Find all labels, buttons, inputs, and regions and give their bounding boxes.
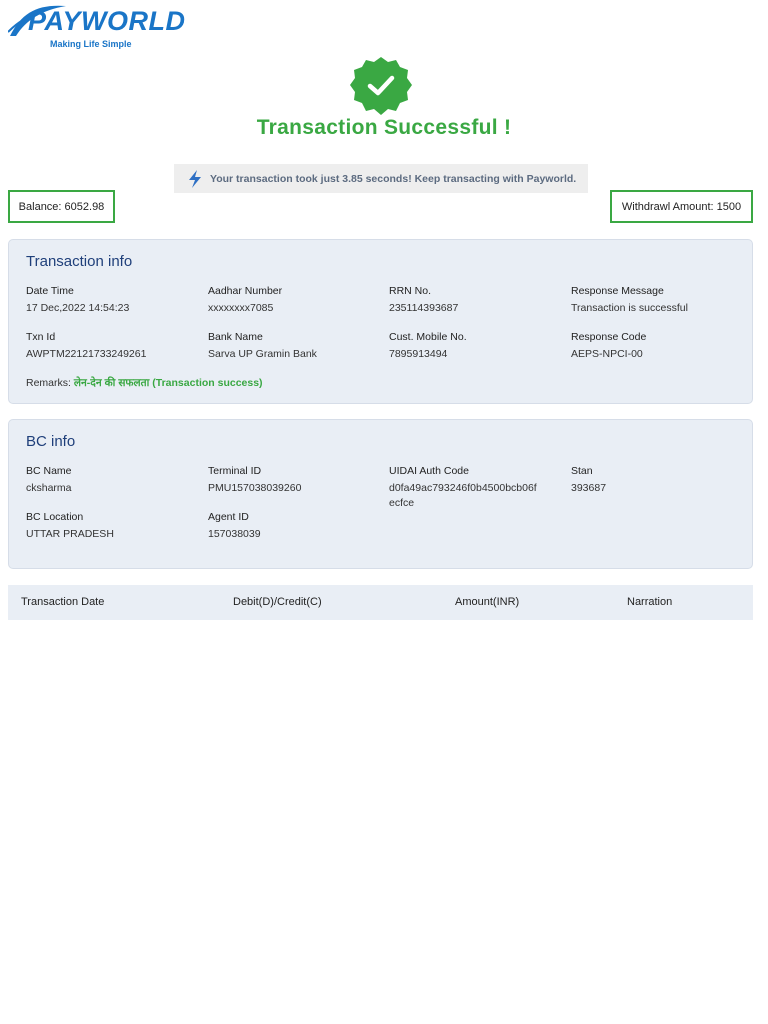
field-cust-mobile-no: Cust. Mobile No. 7895913494: [389, 331, 467, 360]
field-date-time: Date Time 17 Dec,2022 14:54:23: [26, 285, 130, 314]
field-txn-id: Txn Id AWPTM22121733249261: [26, 331, 147, 360]
field-response-code: Response Code AEPS-NPCI-00: [571, 331, 647, 360]
logo-wordmark: PAYWORLD: [28, 6, 186, 36]
remarks-value: लेन-देन की सफलता (Transaction success): [73, 377, 263, 389]
remarks-label: Remarks:: [26, 377, 71, 389]
column-amount: Amount(INR): [455, 596, 520, 608]
speed-message-bar: [174, 164, 588, 193]
check-badge-icon: [348, 55, 414, 117]
field-agent-id: Agent ID 157038039: [208, 511, 261, 540]
withdrawl-amount-box: Withdrawl Amount: 1500: [610, 190, 753, 223]
field-stan: Stan 393687: [571, 465, 607, 494]
field-response-message: Response Message Transaction is successful: [571, 285, 688, 314]
bc-info-title: BC info: [26, 433, 76, 450]
field-bc-location: BC Location UTTAR PRADESH: [26, 511, 114, 540]
field-uidai-auth-code: UIDAI Auth Code d0fa49ac793246f0b4500bcb06f ecfce: [389, 465, 537, 509]
page-title: Transaction Successful !: [256, 116, 512, 139]
column-narration: Narration: [627, 596, 673, 608]
field-terminal-id: Terminal ID PMU157038039260: [208, 465, 302, 494]
field-bc-name: BC Name cksharma: [26, 465, 72, 494]
speed-message-text: Your transaction took just 3.85 seconds! Keep transacting with Payworld.: [210, 172, 577, 185]
transaction-table-header: [8, 585, 753, 620]
field-rrn-no: RRN No. 235114393687: [389, 285, 459, 314]
remarks: [26, 376, 263, 390]
field-bank-name: Bank Name Sarva UP Gramin Bank: [208, 331, 317, 360]
payworld-logo: [8, 2, 188, 52]
column-transaction-date: Transaction Date: [21, 596, 105, 608]
bc-info-card: [8, 419, 753, 569]
transaction-info-title: Transaction info: [26, 253, 133, 270]
lightning-bolt-icon: [186, 169, 204, 189]
logo-tagline: Making Life Simple: [50, 39, 132, 49]
transaction-info-card: [8, 239, 753, 404]
balance-box: Balance: 6052.98: [8, 190, 115, 223]
column-debit-credit: Debit(D)/Credit(C): [233, 596, 322, 608]
field-aadhar-number: Aadhar Number xxxxxxxx7085: [208, 285, 283, 314]
